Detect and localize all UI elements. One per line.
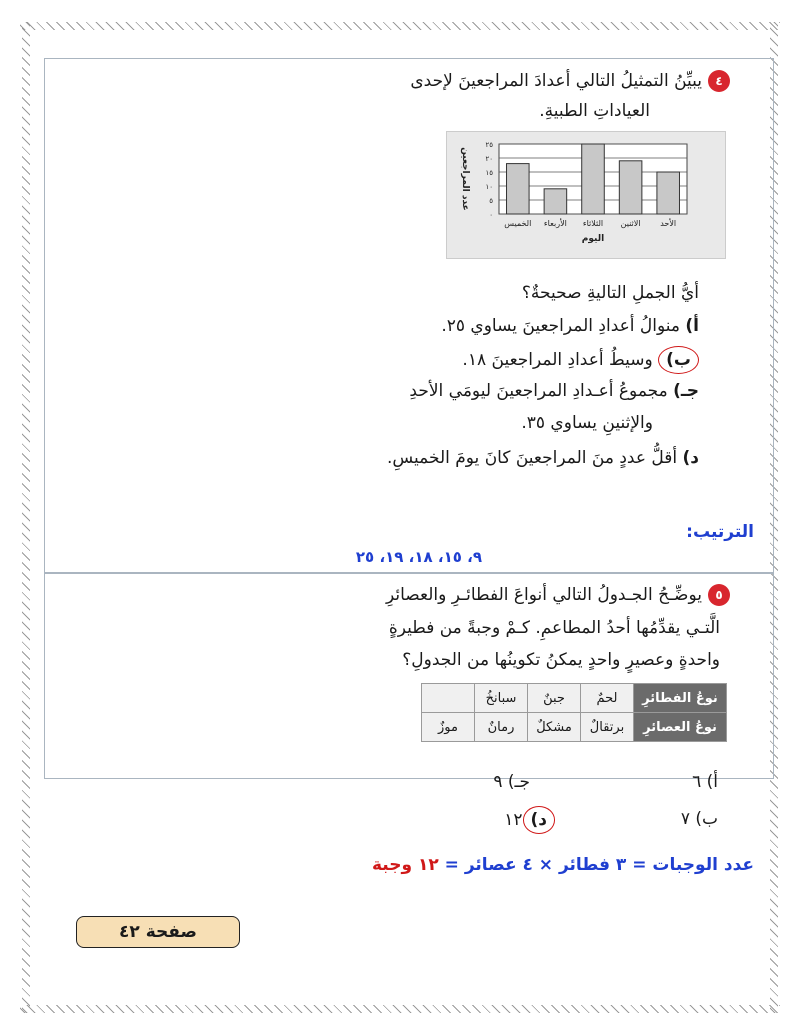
question-5-line-2: الَّتـي يقدِّمُها أحدُ المطاعمِ. كـمْ وجبةً من فطيرةٍ (388, 618, 720, 638)
question-5-option-b: ب) ٧ (680, 809, 718, 829)
question-5-number-badge: ٥ (708, 584, 730, 606)
question-4-option-a: أ) منوالُ أعدادِ المراجعينَ يساوي ٢٥. (441, 316, 699, 336)
order-label: الترتيب: (686, 522, 754, 542)
question-4-prompt: أيُّ الجملِ التاليةِ صحيحةٌ؟ (521, 283, 699, 303)
question-4-option-d: د) أقلُّ عددٍ منَ المراجعينَ كانَ يومَ الخميسِ. (386, 448, 699, 468)
bar (657, 172, 680, 214)
question-5-line-1: ٥يوضِّـحُ الجـدولُ التالي أنواعَ الفطائـرِ والعصائرِ (386, 584, 730, 606)
question-4-option-c-cont: والإثنينِ يساوي ٣٥. (521, 413, 653, 433)
bar (544, 189, 567, 214)
y-tick-label: ٢٠ (485, 155, 493, 163)
table-row (422, 713, 727, 742)
bar-chart-svg (447, 132, 725, 258)
bottom-border (20, 1005, 780, 1013)
y-tick-label: ١٥ (485, 169, 493, 177)
x-tick-label: الأحد (660, 219, 677, 228)
menu-table-wrap (421, 683, 727, 742)
y-tick-label: ٠ (489, 211, 493, 219)
y-tick-label: ١٠ (485, 183, 493, 191)
table-cell: مشكلٌ (528, 713, 581, 742)
question-5-option-a: أ) ٦ (692, 772, 718, 792)
question-5-option-d: د)١٢ (504, 806, 555, 834)
table-cell: سبانخُ (475, 684, 528, 713)
bar (582, 144, 605, 214)
bar (507, 164, 530, 214)
question-5-option-c: جـ) ٩ (493, 772, 530, 792)
x-tick-label: الأربعاء (543, 219, 567, 228)
result-value: ١٢ وجبة (372, 855, 439, 875)
table-cell: برتقالٌ (581, 713, 634, 742)
menu-table (421, 683, 727, 742)
y-tick-label: ٥ (489, 197, 493, 205)
question-5-line-3: واحدةٍ وعصيرٍ واحدٍ يمكنُ تكوينُها من الجدولِ؟ (402, 650, 720, 670)
order-values: ٩، ١٥، ١٨، ١٩، ٢٥ (355, 548, 482, 566)
x-tick-label: الاثنين (620, 219, 641, 228)
table-cell: موزٌ (422, 713, 475, 742)
result-formula: عدد الوجبات = ٣ فطائر × ٤ عصائر = ١٢ وجبة (372, 855, 754, 875)
bar-chart (446, 131, 726, 259)
y-axis-label: عدد المراجعين (460, 147, 470, 211)
option-b-circle: ب) (658, 346, 699, 374)
question-4-line-1: ٤يبيِّنُ التمثيلُ التالي أعدادَ المراجعينَ لإحدى (410, 70, 730, 92)
question-4-option-b: ب) وسيطُ أعدادِ المراجعينَ ١٨. (462, 346, 699, 374)
table-row (422, 684, 727, 713)
x-tick-label: الثلاثاء (582, 219, 604, 228)
top-border (20, 22, 780, 30)
x-axis-label: اليوم (581, 234, 605, 244)
page-number: صفحة ٤٢ (76, 916, 240, 948)
question-4-line-2: العياداتِ الطبيةِ. (539, 101, 650, 121)
option-d-circle: د) (523, 806, 556, 834)
x-tick-label: الخميس (504, 219, 532, 228)
table-cell (422, 684, 475, 713)
table-header-juices: نوعُ العصائرِ (634, 713, 727, 742)
left-border (22, 22, 30, 1013)
table-cell: رمانٌ (475, 713, 528, 742)
table-cell: جبنٌ (528, 684, 581, 713)
table-header-pies: نوعُ الفطائرِ (634, 684, 727, 713)
table-cell: لحمٌ (581, 684, 634, 713)
bar (619, 161, 642, 214)
question-4-number-badge: ٤ (708, 70, 730, 92)
question-4-option-c: جـ) مجموعُ أعـدادِ المراجعينَ ليومَي الأحدِ (409, 381, 699, 401)
y-tick-label: ٢٥ (485, 141, 493, 149)
